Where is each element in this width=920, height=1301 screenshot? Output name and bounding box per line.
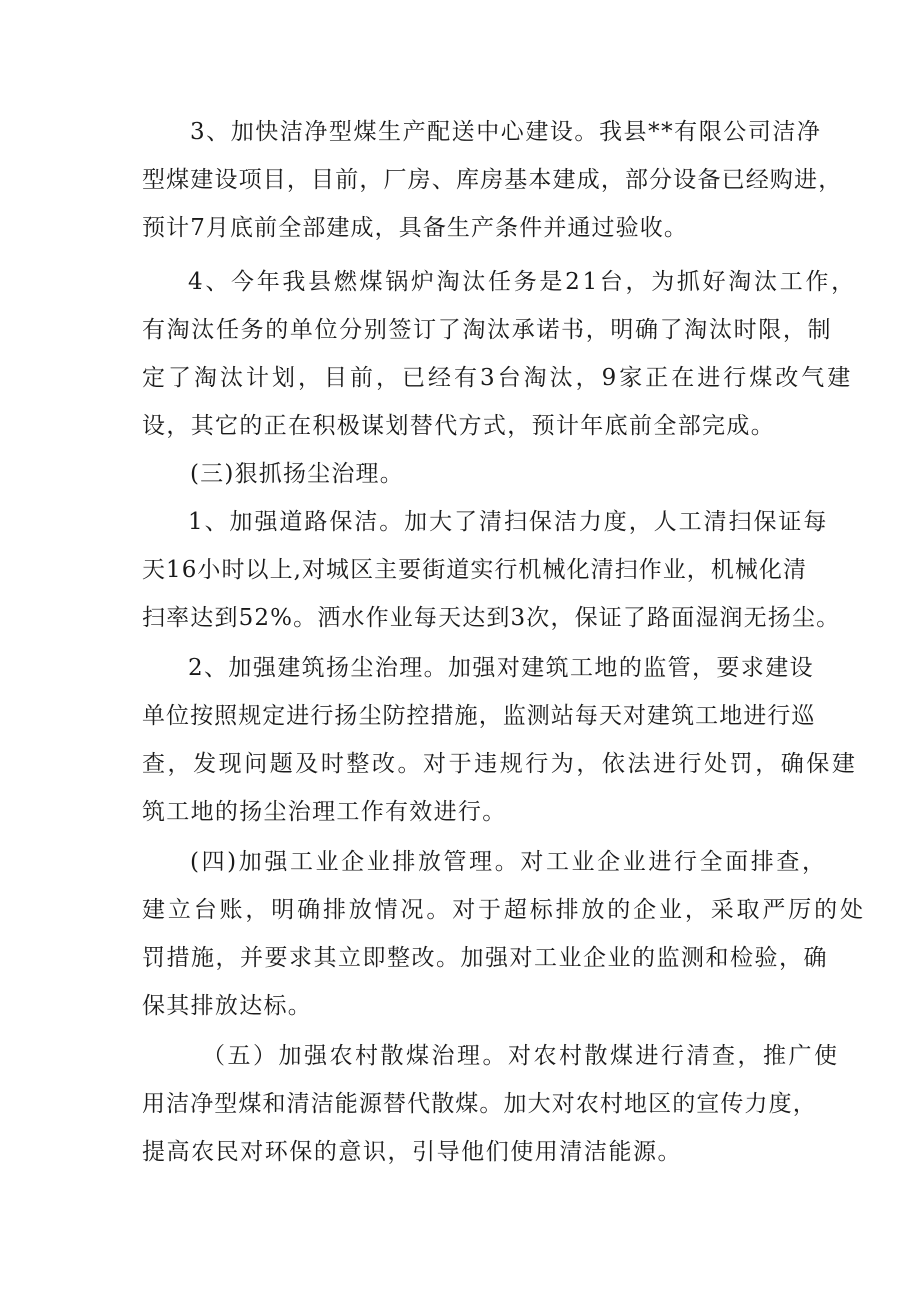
text-line: 天16小时以上,对城区主要街道实行机械化清扫作业，机械化清 xyxy=(142,557,808,583)
text-line: 扫率达到52%。洒水作业每天达到3次，保证了路面湿润无扬尘。 xyxy=(142,605,841,631)
text-line: 建立台账，明确排放情况。对于超标排放的企业，采取严厉的处 xyxy=(142,897,866,923)
text-line: 单位按照规定进行扬尘防控措施，监测站每天对建筑工地进行巡 xyxy=(142,703,816,729)
text-line: 筑工地的扬尘治理工作有效进行。 xyxy=(142,799,507,825)
section-heading: (三)狠抓扬尘治理。 xyxy=(190,461,404,487)
text-line: 定了淘汰计划，目前，已经有3台淘汰，9家正在进行煤改气建 xyxy=(142,365,854,391)
text-line: 用洁净型煤和清洁能源替代散煤。加大对农村地区的宣传力度， xyxy=(142,1091,817,1117)
text-line: 2、加强建筑扬尘治理。加强对建筑工地的监管，要求建设 xyxy=(188,655,815,681)
text-line: 罚措施，并要求其立即整改。加强对工业企业的监测和检验，确 xyxy=(142,945,828,971)
text-line: 保其排放达标。 xyxy=(142,993,313,1019)
text-line: 1、加强道路保洁。加大了清扫保洁力度，人工清扫保证每 xyxy=(188,509,829,535)
text-line: 预计7月底前全部建成，具备生产条件并通过验收。 xyxy=(142,215,688,241)
text-line: 有淘汰任务的单位分别签订了淘汰承诺书，明确了淘汰时限，制 xyxy=(142,317,833,343)
text-line: 设，其它的正在积极谋划替代方式，预计年底前全部完成。 xyxy=(142,413,776,439)
text-line: 4、今年我县燃煤锅炉淘汰任务是21台，为抓好淘汰工作， xyxy=(188,269,857,295)
text-line: 3、加快洁净型煤生产配送中心建设。我县**有限公司洁净 xyxy=(190,119,822,145)
text-line: 提高农民对环保的意识，引导他们使用清洁能源。 xyxy=(142,1139,683,1165)
text-line: 查，发现问题及时整改。对于违规行为，依法进行处罚，确保建 xyxy=(142,751,858,777)
section-heading: (四)加强工业企业排放管理。对工业企业进行全面排查， xyxy=(190,849,828,875)
section-heading: （五）加强农村散煤治理。对农村散煤进行清查，推广使 xyxy=(202,1043,840,1069)
text-line: 型煤建设项目，目前，厂房、库房基本建成，部分设备已经购进， xyxy=(142,167,843,193)
